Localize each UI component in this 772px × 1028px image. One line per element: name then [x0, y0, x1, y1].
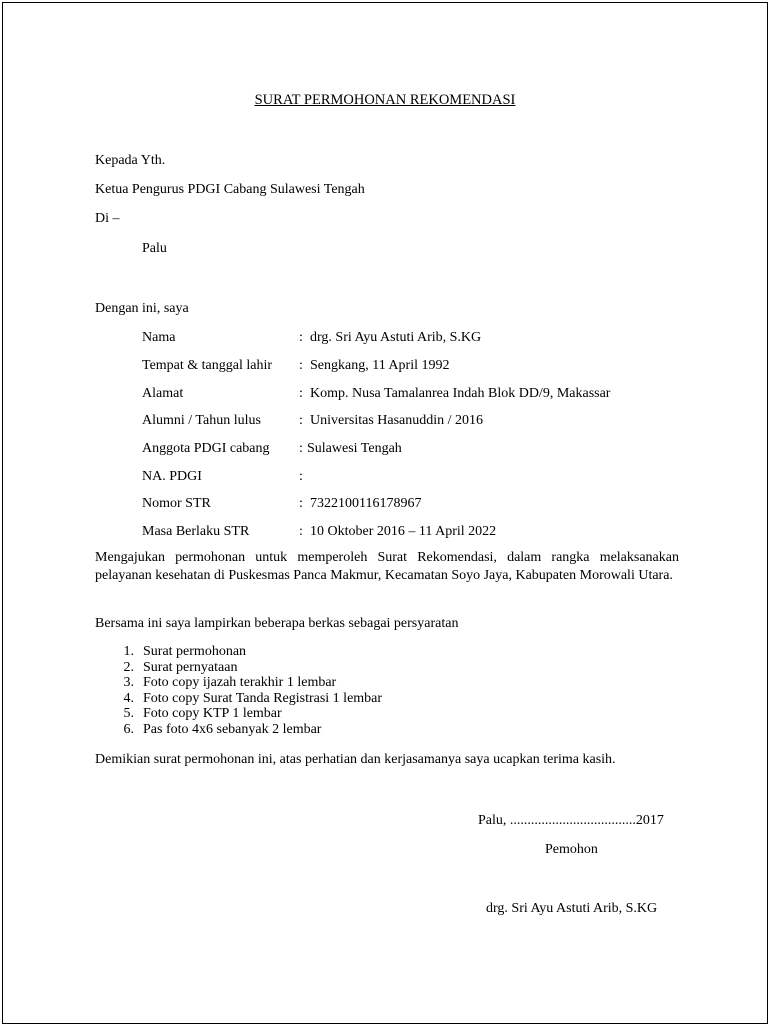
field-label-alumni: Alumni / Tahun lulus [142, 413, 261, 428]
field-label-nama: Nama [142, 330, 176, 345]
request-paragraph: Mengajukan permohonan untuk memperoleh Surat Rekomendasi, dalam rangka melaksanakan pelayanan kesehatan di Puskesmas Panca Makmur, Kecamatan Soyo Jaya, Kabupaten Morowali Utara. [95, 550, 679, 583]
intro-text: Dengan ini, saya [95, 301, 189, 316]
field-label-anggota: Anggota PDGI cabang [142, 441, 270, 456]
field-colon: : [299, 524, 303, 539]
list-item-text: Foto copy KTP 1 lembar [143, 706, 282, 721]
field-value-anggota: Sulawesi Tengah [307, 441, 402, 456]
field-label-ttl: Tempat & tanggal lahir [142, 358, 273, 373]
list-item-number: 2. [123, 659, 134, 675]
field-value-str: 7322100116178967 [310, 496, 422, 511]
list-item-number: 6. [123, 721, 134, 737]
field-label-alamat: Alamat [142, 386, 184, 401]
list-item-number: 1. [123, 644, 134, 659]
field-colon: : [299, 496, 303, 511]
field-colon: : [299, 330, 303, 345]
list-item-number: 4. [123, 690, 134, 706]
recipient-di: Di – [95, 211, 120, 226]
field-label-na-pdgi: NA. PDGI [142, 469, 202, 484]
list-item-text: Surat permohonan [143, 644, 247, 659]
list-item-text: Surat pernyataan [143, 659, 238, 675]
signature-role: Pemohon [545, 842, 598, 857]
field-label-masa-berlaku: Masa Berlaku STR [142, 524, 250, 539]
closing-text: Demikian surat permohonan ini, atas perhatian dan kerjasamanya saya ucapkan terima kasih. [95, 752, 616, 767]
field-value-ttl: Sengkang, 11 April 1992 [310, 358, 450, 373]
list-item-text: Foto copy ijazah terakhir 1 lembar [143, 675, 337, 690]
field-colon: : [299, 413, 303, 428]
signature-place-date: Palu, ....................................2017 [478, 813, 664, 828]
list-item-text: Pas foto 4x6 sebanyak 2 lembar [143, 721, 322, 737]
letter-page [2, 2, 768, 1024]
list-item-number: 5. [123, 706, 134, 721]
recipient-name: Ketua Pengurus PDGI Cabang Sulawesi Tengah [95, 182, 365, 197]
field-colon: : [299, 469, 303, 484]
field-value-alamat: Komp. Nusa Tamalanrea Indah Blok DD/9, Makassar [310, 386, 611, 401]
field-value-nama: drg. Sri Ayu Astuti Arib, S.KG [310, 330, 482, 345]
field-colon: : [299, 358, 303, 373]
recipient-greeting: Kepada Yth. [95, 153, 166, 168]
field-value-masa-berlaku: 10 Oktober 2016 – 11 April 2022 [310, 524, 497, 539]
field-value-alumni: Universitas Hasanuddin / 2016 [310, 413, 484, 428]
signature-name: drg. Sri Ayu Astuti Arib, S.KG [486, 901, 658, 916]
list-item-text: Foto copy Surat Tanda Registrasi 1 lembar [143, 690, 383, 706]
letter-title: SURAT PERMOHONAN REKOMENDASI [254, 92, 516, 108]
recipient-city: Palu [142, 241, 167, 256]
field-label-str: Nomor STR [142, 496, 211, 511]
field-colon: : [299, 441, 303, 456]
list-item-number: 3. [123, 675, 134, 690]
attachments-intro: Bersama ini saya lampirkan beberapa berkas sebagai persyaratan [95, 616, 459, 631]
field-colon: : [299, 386, 303, 401]
